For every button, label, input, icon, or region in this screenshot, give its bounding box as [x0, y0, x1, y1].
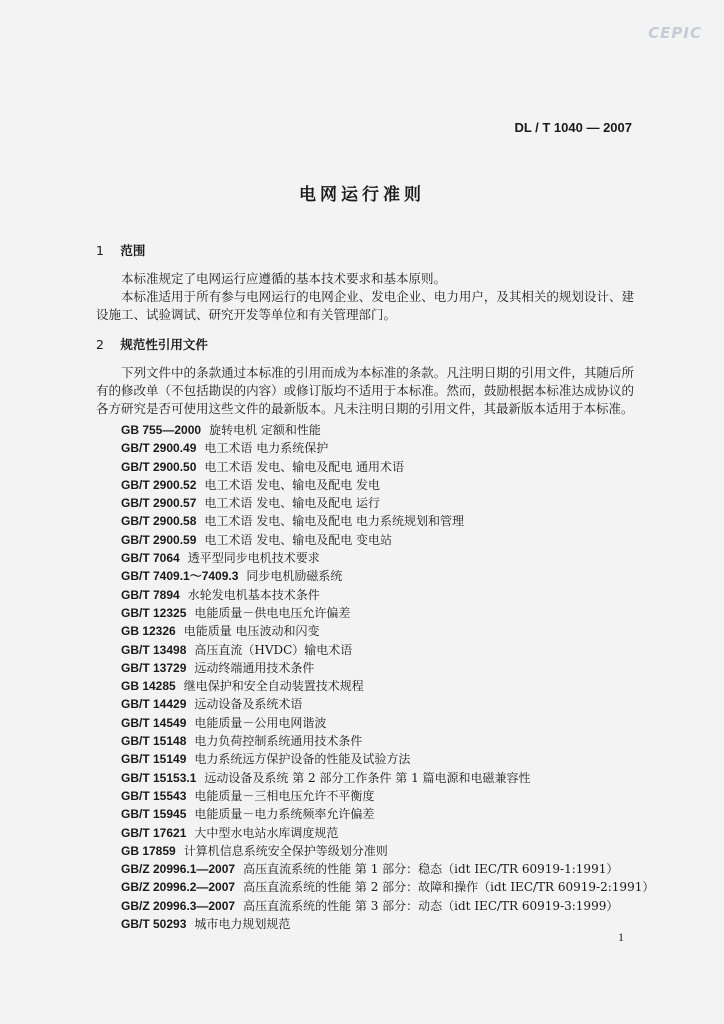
reference-title: 远动设备及系统 第 2 部分工作条件 第 1 篇电源和电磁兼容性 — [204, 770, 531, 785]
reference-code: GB/T 15945 — [121, 807, 187, 822]
reference-item — [121, 604, 634, 622]
reference-title: 远动设备及系统术语 — [194, 697, 303, 712]
section-number: 2 — [96, 337, 104, 352]
section-title: 规范性引用文件 — [120, 337, 208, 352]
reference-code: GB/T 15543 — [121, 788, 187, 803]
reference-item — [121, 897, 634, 915]
reference-title: 计算机信息系统安全保护等级划分准则 — [183, 843, 388, 858]
reference-item — [121, 860, 634, 878]
reference-code: GB/T 7409.1～7409.3 — [121, 569, 239, 584]
watermark-logo: CEPIC — [648, 24, 702, 42]
reference-code: GB 12326 — [121, 624, 176, 639]
reference-title: 大中型水电站水库调度规范 — [194, 825, 339, 840]
reference-title: 高压直流系统的性能 第 3 部分：动态（idt IEC/TR 60919-3:1999） — [243, 898, 619, 913]
paragraph: 本标准适用于所有参与电网运行的电网企业、发电企业、电力用户，及其相关的规划设计、建设施工、试验调试、研究开发等单位和有关管理部门。 — [96, 289, 634, 322]
reference-item — [121, 476, 634, 494]
reference-item — [121, 512, 634, 530]
paragraph: 本标准规定了电网运行应遵循的基本技术要求和基本原则。 — [121, 271, 447, 286]
paragraph: 下列文件中的条款通过本标准的引用而成为本标准的条款。凡注明日期的引用文件，其随后所有的修改单（不包括勘误的内容）或修订版均不适用于本标准。然而，鼓励根据本标准达成协议的各方研究是否可使用这些文件的最新版本。凡未注明日期的引用文件，其最新版本适用于本标准。 — [96, 365, 634, 416]
reference-item — [121, 824, 634, 842]
reference-code: GB/T 2900.49 — [121, 441, 197, 456]
reference-title: 电能质量－三相电压允许不平衡度 — [194, 788, 375, 803]
reference-list — [121, 421, 655, 933]
reference-item — [121, 659, 634, 677]
standard-number: DL / T 1040 — 2007 — [514, 120, 632, 135]
reference-code: GB/T 14549 — [121, 715, 187, 730]
reference-code: GB/T 13729 — [121, 660, 187, 675]
reference-code: GB/T 7894 — [121, 587, 180, 602]
reference-title: 电工术语 发电、输电及配电 变电站 — [204, 532, 393, 547]
reference-code: GB/T 12325 — [121, 605, 187, 620]
reference-code: GB/T 7064 — [121, 551, 180, 566]
section-heading-normative-references — [96, 336, 634, 354]
reference-code: GB/T 15148 — [121, 734, 187, 749]
reference-code: GB/T 2900.58 — [121, 514, 197, 529]
reference-code: GB 17859 — [121, 843, 176, 858]
reference-title: 电工术语 发电、输电及配电 运行 — [204, 496, 381, 511]
page-number: 1 — [618, 930, 624, 944]
document-title: 电网运行准则 — [299, 185, 425, 205]
document-body — [96, 242, 655, 933]
reference-item — [121, 586, 634, 604]
reference-code: GB/T 13498 — [121, 642, 187, 657]
reference-title: 水轮发电机基本技术条件 — [187, 587, 320, 602]
reference-code: GB/T 17621 — [121, 825, 187, 840]
reference-item — [121, 842, 634, 860]
reference-code: GB/T 15149 — [121, 752, 187, 767]
section-number: 1 — [96, 243, 104, 258]
reference-title: 电工术语 发电、输电及配电 通用术语 — [204, 459, 405, 474]
reference-title: 高压直流系统的性能 第 2 部分：故障和操作（idt IEC/TR 60919-2:1991） — [243, 880, 655, 895]
reference-title: 透平型同步电机技术要求 — [187, 551, 320, 566]
reference-code: GB/T 15153.1 — [121, 770, 197, 785]
reference-item — [121, 494, 634, 512]
reference-item — [121, 805, 634, 823]
section-heading-scope — [96, 242, 634, 260]
reference-title: 电力负荷控制系统通用技术条件 — [194, 734, 363, 749]
reference-item — [121, 714, 634, 732]
reference-item — [121, 549, 634, 567]
reference-title: 高压直流系统的性能 第 1 部分：稳态（idt IEC/TR 60919-1:1991） — [243, 862, 619, 877]
section-title: 范围 — [120, 243, 146, 258]
reference-code: GB/Z 20996.2—2007 — [121, 880, 236, 895]
reference-item — [121, 567, 634, 585]
reference-item — [121, 732, 634, 750]
reference-item — [121, 458, 634, 476]
reference-title: 电力系统远方保护设备的性能及试验方法 — [194, 752, 411, 767]
reference-title: 继电保护和安全自动装置技术规程 — [183, 679, 364, 694]
reference-code: GB/T 2900.57 — [121, 496, 197, 511]
reference-item — [121, 677, 634, 695]
reference-title: 高压直流（HVDC）输电术语 — [194, 642, 353, 657]
reference-title: 远动终端通用技术条件 — [194, 660, 315, 675]
reference-code: GB 14285 — [121, 679, 176, 694]
reference-item — [121, 787, 634, 805]
reference-item — [121, 421, 634, 439]
reference-code: GB/T 2900.50 — [121, 459, 197, 474]
reference-item — [121, 750, 634, 768]
reference-title: 电能质量－公用电网谐波 — [194, 715, 327, 730]
reference-code: GB/Z 20996.1—2007 — [121, 862, 236, 877]
reference-code: GB/T 2900.52 — [121, 477, 197, 492]
reference-title: 电能质量－供电电压允许偏差 — [194, 605, 351, 620]
reference-code: GB/T 50293 — [121, 917, 187, 932]
reference-title: 电能质量－电力系统频率允许偏差 — [194, 807, 375, 822]
reference-title: 电工术语 发电、输电及配电 电力系统规划和管理 — [204, 514, 465, 529]
reference-code: GB/T 14429 — [121, 697, 187, 712]
reference-title: 电能质量 电压波动和闪变 — [183, 624, 320, 639]
reference-item — [121, 641, 634, 659]
reference-item — [121, 531, 634, 549]
reference-title: 电工术语 发电、输电及配电 发电 — [204, 477, 381, 492]
reference-code: GB/Z 20996.3—2007 — [121, 898, 236, 913]
reference-item — [121, 769, 634, 787]
reference-title: 同步电机励磁系统 — [246, 569, 343, 584]
reference-item — [121, 878, 655, 896]
reference-item — [121, 695, 634, 713]
reference-code: GB/T 2900.59 — [121, 532, 197, 547]
reference-item — [121, 622, 634, 640]
reference-code: GB 755—2000 — [121, 423, 202, 437]
reference-item — [121, 439, 634, 457]
reference-title: 城市电力规划规范 — [194, 917, 291, 932]
reference-title: 旋转电机 定额和性能 — [209, 423, 321, 437]
reference-title: 电工术语 电力系统保护 — [204, 441, 329, 456]
reference-item — [121, 915, 634, 933]
